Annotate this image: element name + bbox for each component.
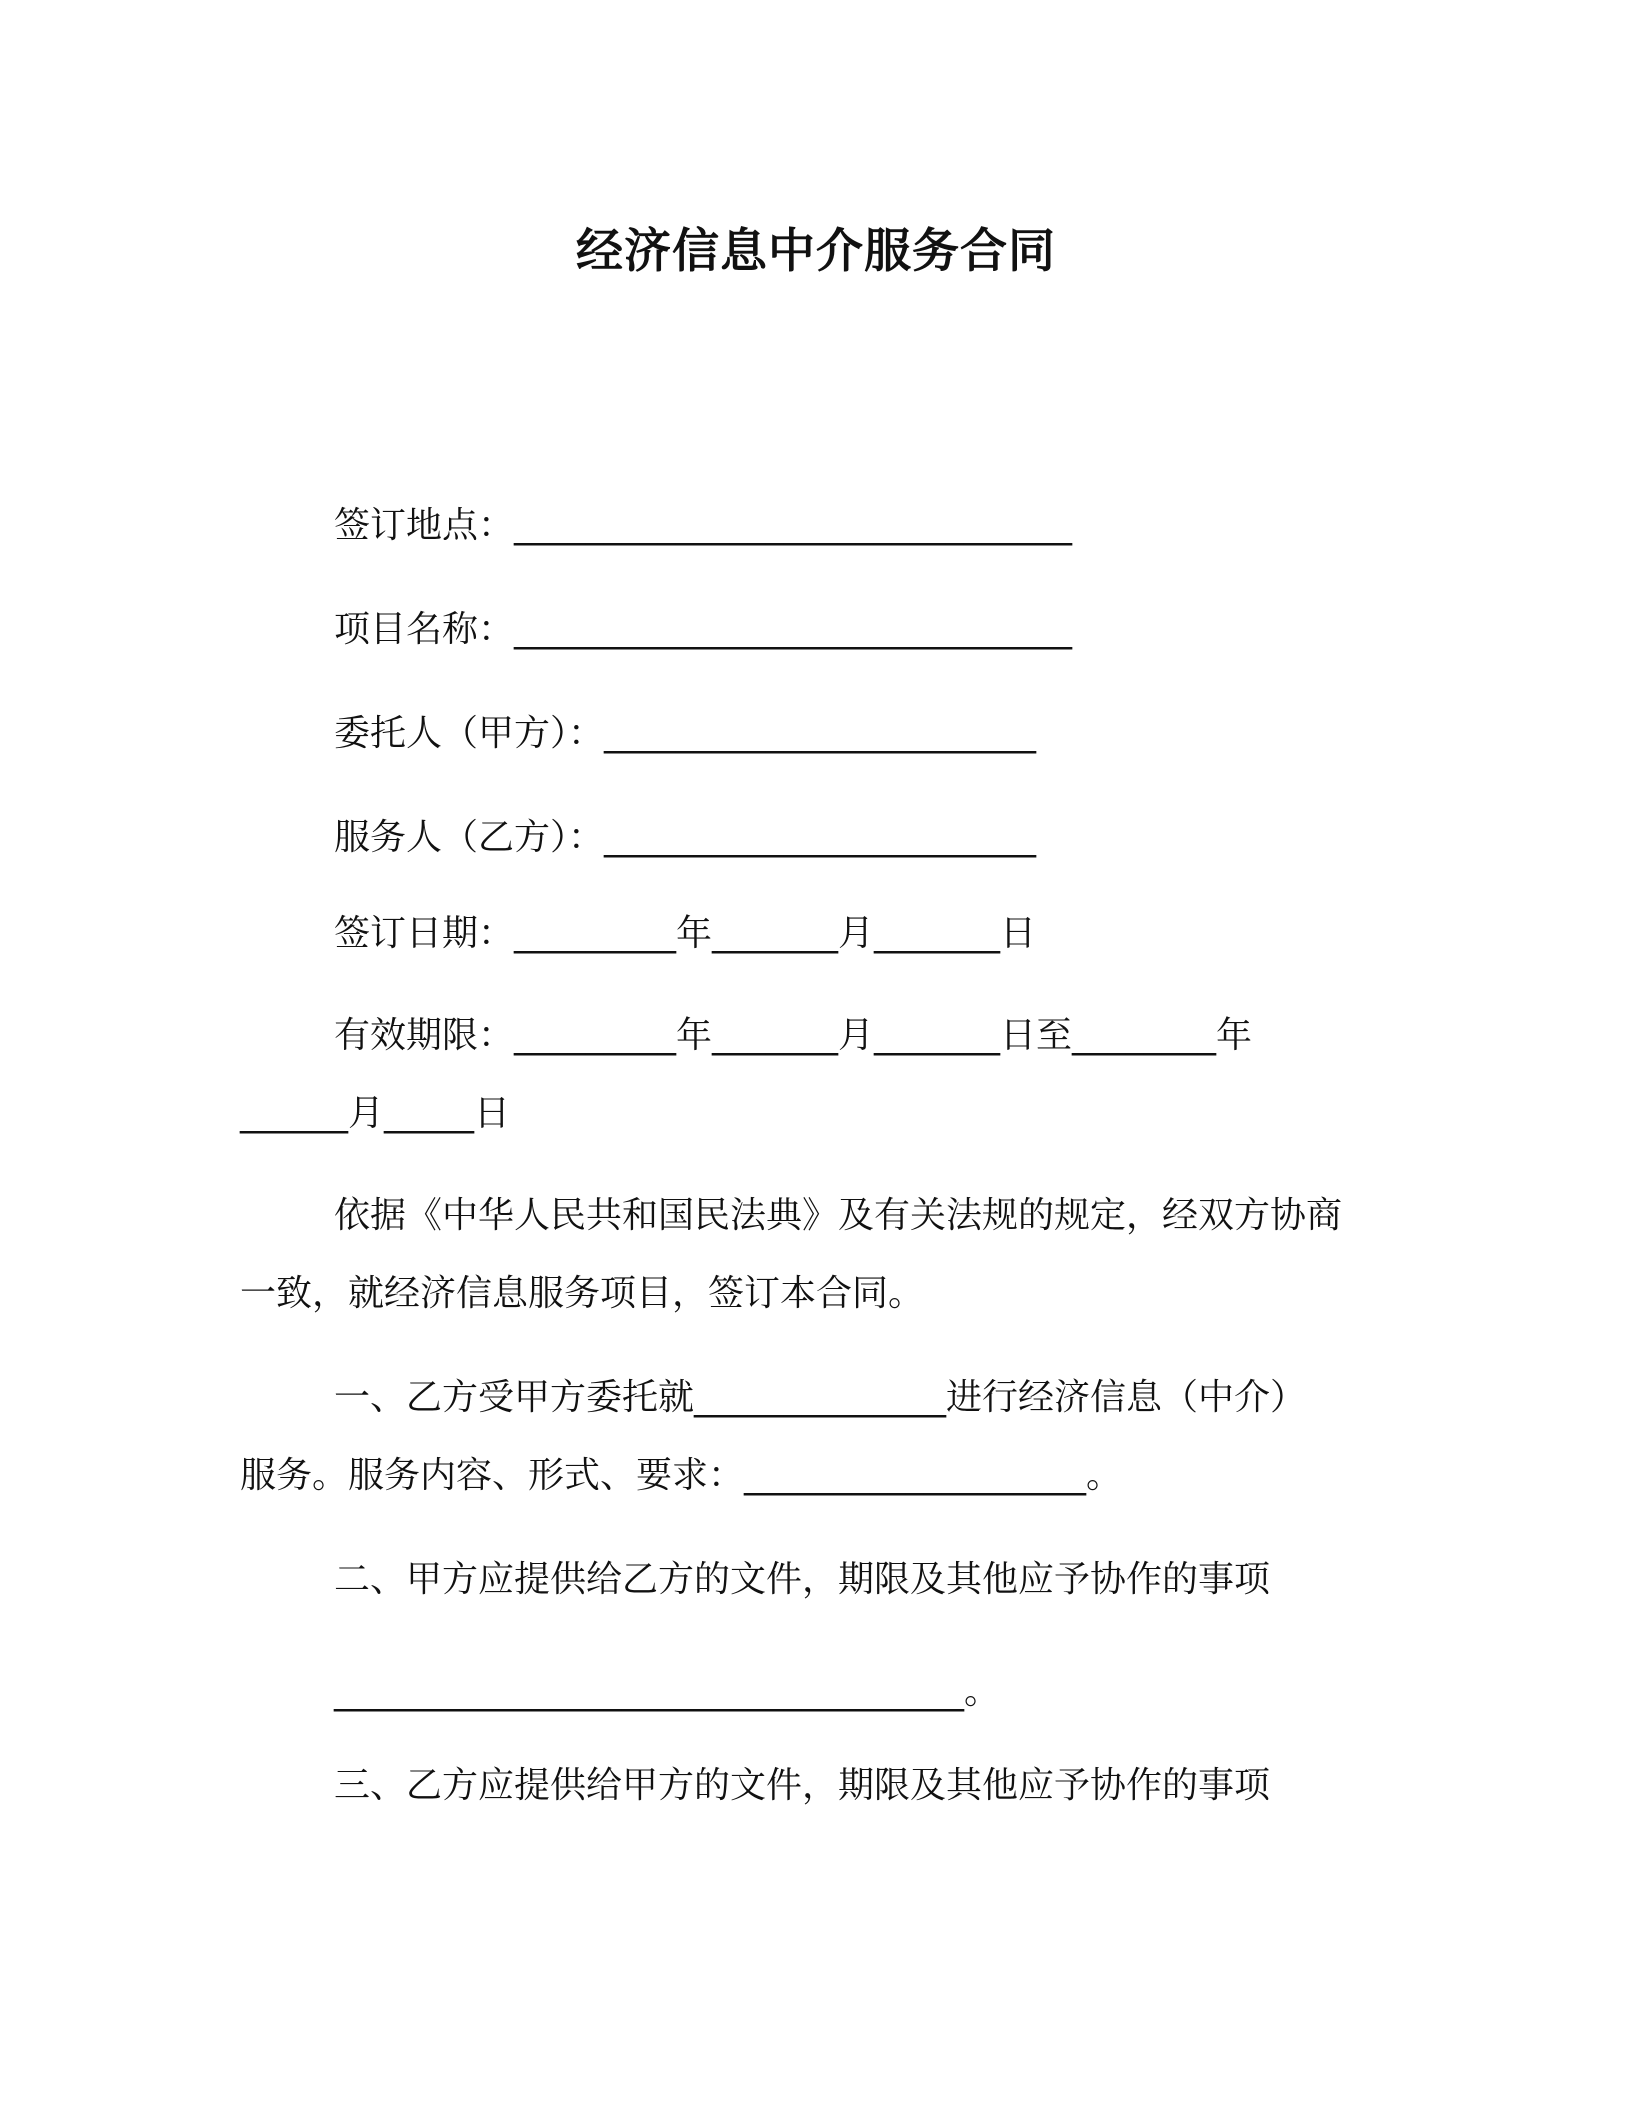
document-title: 经济信息中介服务合同 <box>576 224 1056 279</box>
clause-one-line-1: 一、乙方受甲方委托就______________进行经济信息（中介） <box>334 1377 1307 1418</box>
preamble-paragraph-line-2: 一致，就经济信息服务项目，签订本合同。 <box>240 1273 925 1314</box>
signing-location-line: 签订地点：_______________________________ <box>334 505 1073 546</box>
clause-two-blank-line: ___________________________________。 <box>334 1671 1000 1712</box>
preamble-paragraph-line-1: 依据《中华人民共和国民法典》及有关法规的规定，经双方协商 <box>334 1195 1343 1236</box>
validity-period-line: 有效期限：_________年_______月_______日至________年 <box>334 1015 1253 1056</box>
clause-one-line-2: 服务。服务内容、形式、要求：___________________。 <box>240 1455 1123 1496</box>
principal-party-a-line: 委托人（甲方）：________________________ <box>334 713 1037 754</box>
clause-three-line: 三、乙方应提供给甲方的文件，期限及其他应予协作的事项 <box>334 1765 1271 1806</box>
service-party-b-line: 服务人（乙方）：________________________ <box>334 817 1037 858</box>
project-name-line: 项目名称：_______________________________ <box>334 609 1073 650</box>
signing-date-line: 签订日期：_________年_______月_______日 <box>334 913 1037 954</box>
clause-two-line: 二、甲方应提供给乙方的文件，期限及其他应予协作的事项 <box>334 1559 1271 1600</box>
validity-period-line-continued: ______月_____日 <box>240 1093 511 1134</box>
